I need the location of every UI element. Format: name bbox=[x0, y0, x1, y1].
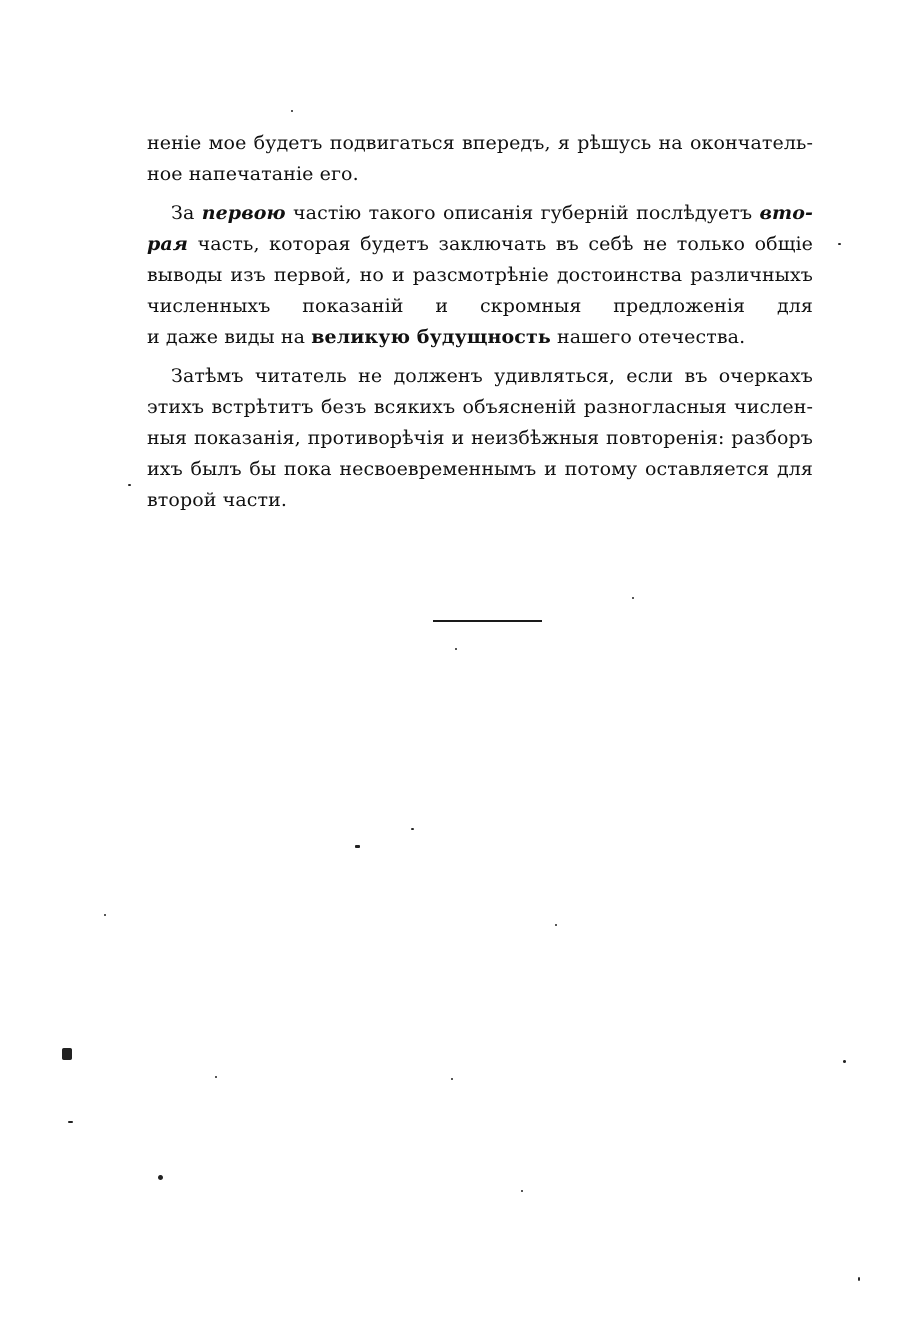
bold-text: великую будущность bbox=[311, 326, 551, 348]
scan-speck bbox=[62, 1048, 72, 1060]
text-line: численныхъ показаній и скромныя предложенія для bbox=[147, 295, 813, 317]
text-line: За первою частію такого описанія губерній послѣдуетъ вто- bbox=[171, 202, 813, 224]
text-line: неніе мое будетъ подвигаться впередъ, я рѣшусь на окончатель- bbox=[147, 132, 813, 154]
text-line: выводы изъ первой, но и разсмотрѣніе достоинства различныхъ bbox=[147, 264, 813, 286]
scan-speck bbox=[355, 845, 360, 848]
text-line: ихъ былъ бы пока несвоевременнымъ и потому оставляется для bbox=[147, 458, 813, 480]
scan-speck bbox=[128, 484, 131, 486]
paragraph-1 bbox=[147, 128, 813, 190]
scan-speck bbox=[291, 110, 293, 112]
scan-speck bbox=[843, 1060, 846, 1063]
scan-speck bbox=[158, 1175, 163, 1180]
text-line: и даже виды на великую будущность нашего отечества. bbox=[147, 326, 746, 348]
scan-speck bbox=[455, 648, 457, 650]
page-text bbox=[147, 128, 813, 516]
text-line: этихъ встрѣтитъ безъ всякихъ объясненій разногласныя числен- bbox=[147, 396, 813, 418]
scan-speck bbox=[555, 924, 557, 926]
section-divider bbox=[433, 620, 542, 622]
text-line: рая часть, которая будетъ заключать въ себѣ не только общіе bbox=[147, 233, 813, 255]
scan-speck bbox=[411, 828, 414, 830]
text-line: ное напечатаніе его. bbox=[147, 163, 359, 185]
text-line: ныя показанія, противорѣчія и неизбѣжныя повторенія: разборъ bbox=[147, 427, 813, 449]
scan-speck bbox=[215, 1076, 217, 1078]
scan-speck bbox=[858, 1277, 860, 1281]
emphasis-text: первою bbox=[201, 202, 286, 224]
text-line: Затѣмъ читатель не долженъ удивляться, если въ очеркахъ bbox=[171, 365, 813, 387]
emphasis-text: рая bbox=[147, 233, 189, 255]
scan-speck bbox=[521, 1190, 523, 1192]
paragraph-2 bbox=[147, 198, 813, 353]
emphasis-text: вто- bbox=[759, 202, 813, 224]
scan-speck bbox=[104, 914, 106, 916]
scan-speck bbox=[68, 1121, 73, 1123]
scan-speck bbox=[838, 243, 841, 245]
scan-speck bbox=[451, 1078, 453, 1080]
text-line: второй части. bbox=[147, 489, 287, 511]
paragraph-3 bbox=[147, 361, 813, 516]
scan-speck bbox=[632, 597, 634, 599]
